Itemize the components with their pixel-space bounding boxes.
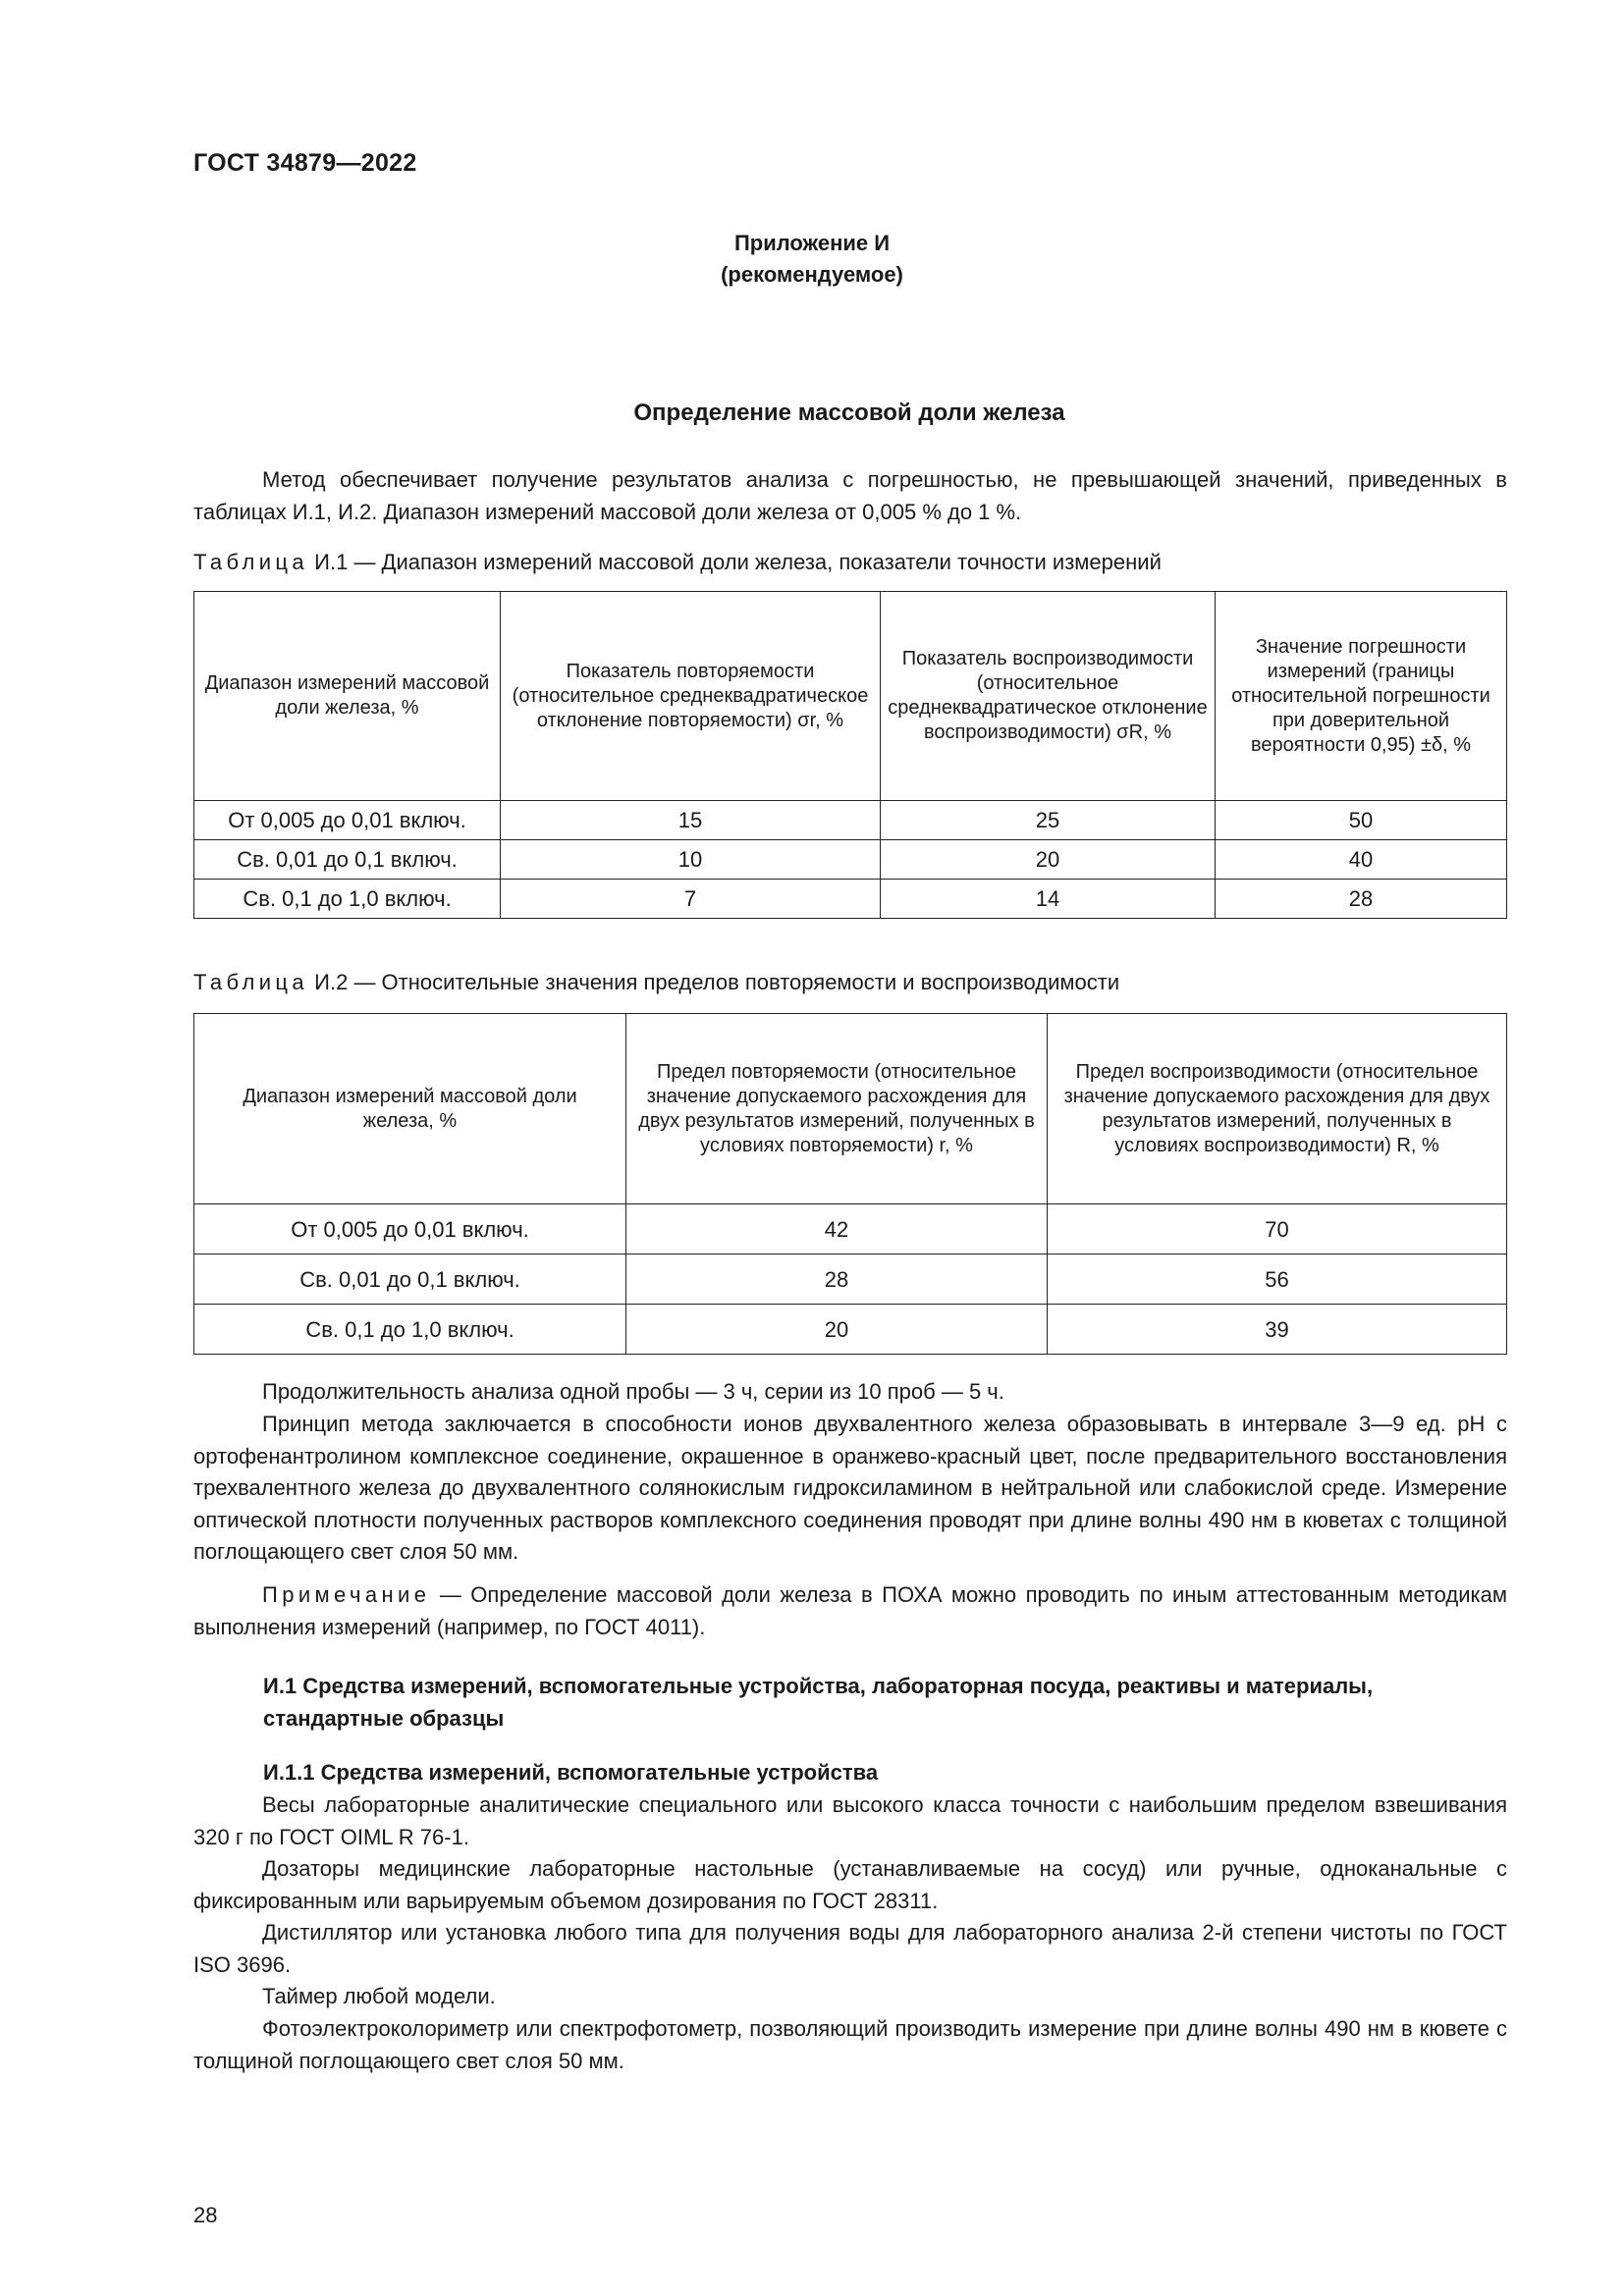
- table-header-cell: Значение погрешности измерений (границы относительной погрешности при доверительной вероятности 0,95) ±δ, %: [1216, 592, 1507, 801]
- table1: [193, 591, 1507, 919]
- section-heading: И.1 Средства измерений, вспомогательные устройства, лабораторная посуда, реактивы и материалы, стандартные образцы: [263, 1674, 1374, 1731]
- principle-paragraph: Принцип метода заключается в способности ионов двухвалентного железа образовывать в интервале 3—9 ед. рН с ортофенантролином комплексное соединение, окрашенное в оранжево-красный цвет, после предварительного восстановления трехвалентного железа до двухвалентного солянокислым гидроксиламином в нейтральной или слабокислой среде. Измерение оптической плотности полученных растворов комплексного соединения проводят при длине волны 490 нм в кюветах с толщиной поглощающего свет слоя 50 мм.: [193, 1412, 1507, 1564]
- list-item: Дистиллятор или установка любого типа для получения воды для лабораторного анализа 2-й степени чистоты по ГОСТ ISO 3696.: [193, 1920, 1507, 1977]
- list-item: Таймер любой модели.: [262, 1984, 496, 2008]
- table-cell: 10: [501, 840, 881, 880]
- table-header-cell: Показатель повторяемости (относительное среднеквадратическое отклонение повторяемости) σr, %: [501, 592, 881, 801]
- table-header-row: [194, 1014, 1507, 1204]
- appendix-title: Приложение И: [733, 231, 891, 255]
- table-cell: Св. 0,1 до 1,0 включ.: [194, 880, 501, 919]
- table-cell: 42: [626, 1204, 1048, 1255]
- table-cell: 25: [881, 801, 1216, 840]
- table1-caption-text: И.1 — Диапазон измерений массовой доли железа, показатели точности измерений: [308, 550, 1162, 574]
- intro-paragraph: Метод обеспечивает получение результатов анализа с погрешностью, не превышающей значений, приведенных в таблицах И.1, И.2. Диапазон измерений массовой доли железа от 0,005 % до 1 %.: [193, 467, 1507, 524]
- table2: [193, 1013, 1507, 1355]
- table-header-cell: Предел повторяемости (относительное значение допускаемого расхождения для двух результатов измерений, полученных в условиях повторяемости) r, %: [626, 1014, 1048, 1204]
- table1-caption: [193, 550, 1162, 575]
- subsection-heading: И.1.1 Средства измерений, вспомогательные устройства: [263, 1760, 879, 1785]
- list-item: Весы лабораторные аналитические специального или высокого класса точности с наибольшим пределом взвешивания 320 г по ГОСТ OIML R 76-1.: [193, 1792, 1507, 1849]
- table-cell: 70: [1048, 1204, 1507, 1255]
- table-cell: 15: [501, 801, 881, 840]
- table-cell: Св. 0,01 до 0,1 включ.: [194, 840, 501, 880]
- page-number: 28: [193, 2203, 218, 2227]
- list-item: Фотоэлектроколориметр или спектрофотометр, позволяющий производить измерение при длине волны 490 нм в кювете с толщиной поглощающего свет слоя 50 мм.: [193, 2016, 1507, 2073]
- table-row: [194, 880, 1507, 919]
- table-header-cell: Предел воспроизводимости (относительное значение допускаемого расхождения для двух результатов измерений, полученных в условиях воспроизводимости) R, %: [1048, 1014, 1507, 1204]
- table-row: [194, 840, 1507, 880]
- list-item: Дозаторы медицинские лабораторные настольные (устанавливаемые на сосуд) или ручные, одноканальные с фиксированным или варьируемым объемом дозирования по ГОСТ 28311.: [193, 1856, 1507, 1913]
- table-cell: От 0,005 до 0,01 включ.: [194, 801, 501, 840]
- document-id: ГОСТ 34879—2022: [193, 149, 417, 177]
- table-cell: 56: [1048, 1255, 1507, 1305]
- table-header-cell: Диапазон измерений массовой доли железа, %: [194, 592, 501, 801]
- table2-caption-word: Таблица: [193, 970, 309, 994]
- table-cell: От 0,005 до 0,01 включ.: [194, 1204, 626, 1255]
- table-cell: Св. 0,01 до 0,1 включ.: [194, 1255, 626, 1305]
- table-cell: 14: [881, 880, 1216, 919]
- table-cell: 20: [881, 840, 1216, 880]
- table-cell: 40: [1216, 840, 1507, 880]
- table2-caption: [193, 970, 1119, 995]
- appendix-subtitle: (рекомендуемое): [721, 262, 903, 287]
- main-title: Определение массовой доли железа: [633, 400, 1065, 426]
- table-cell: 39: [1048, 1305, 1507, 1355]
- table-cell: Св. 0,1 до 1,0 включ.: [194, 1305, 626, 1355]
- note-label: Примечание: [262, 1582, 431, 1607]
- table-cell: 20: [626, 1305, 1048, 1355]
- note-text: — Определение массовой доли железа в ПОХА можно проводить по иным аттестованным методикам выполнения измерений (например, по ГОСТ 4011).: [193, 1582, 1507, 1639]
- table-header-row: [194, 592, 1507, 801]
- table-header-cell: Диапазон измерений массовой доли железа, %: [194, 1014, 626, 1204]
- table-row: [194, 801, 1507, 840]
- table-cell: 7: [501, 880, 881, 919]
- table2-caption-text: И.2 — Относительные значения пределов повторяемости и воспроизводимости: [308, 970, 1120, 994]
- table-row: [194, 1204, 1507, 1255]
- duration-paragraph: Продолжительность анализа одной пробы — 3 ч, серии из 10 проб — 5 ч.: [262, 1379, 1004, 1404]
- table-row: [194, 1305, 1507, 1355]
- table-header-cell: Показатель воспроизводимости (относительное среднеквадратическое отклонение воспроизводимости) σR, %: [881, 592, 1216, 801]
- table1-caption-word: Таблица: [193, 550, 309, 574]
- table-cell: 50: [1216, 801, 1507, 840]
- table-cell: 28: [626, 1255, 1048, 1305]
- table-cell: 28: [1216, 880, 1507, 919]
- note-paragraph: [193, 1579, 1507, 1643]
- table-row: [194, 1255, 1507, 1305]
